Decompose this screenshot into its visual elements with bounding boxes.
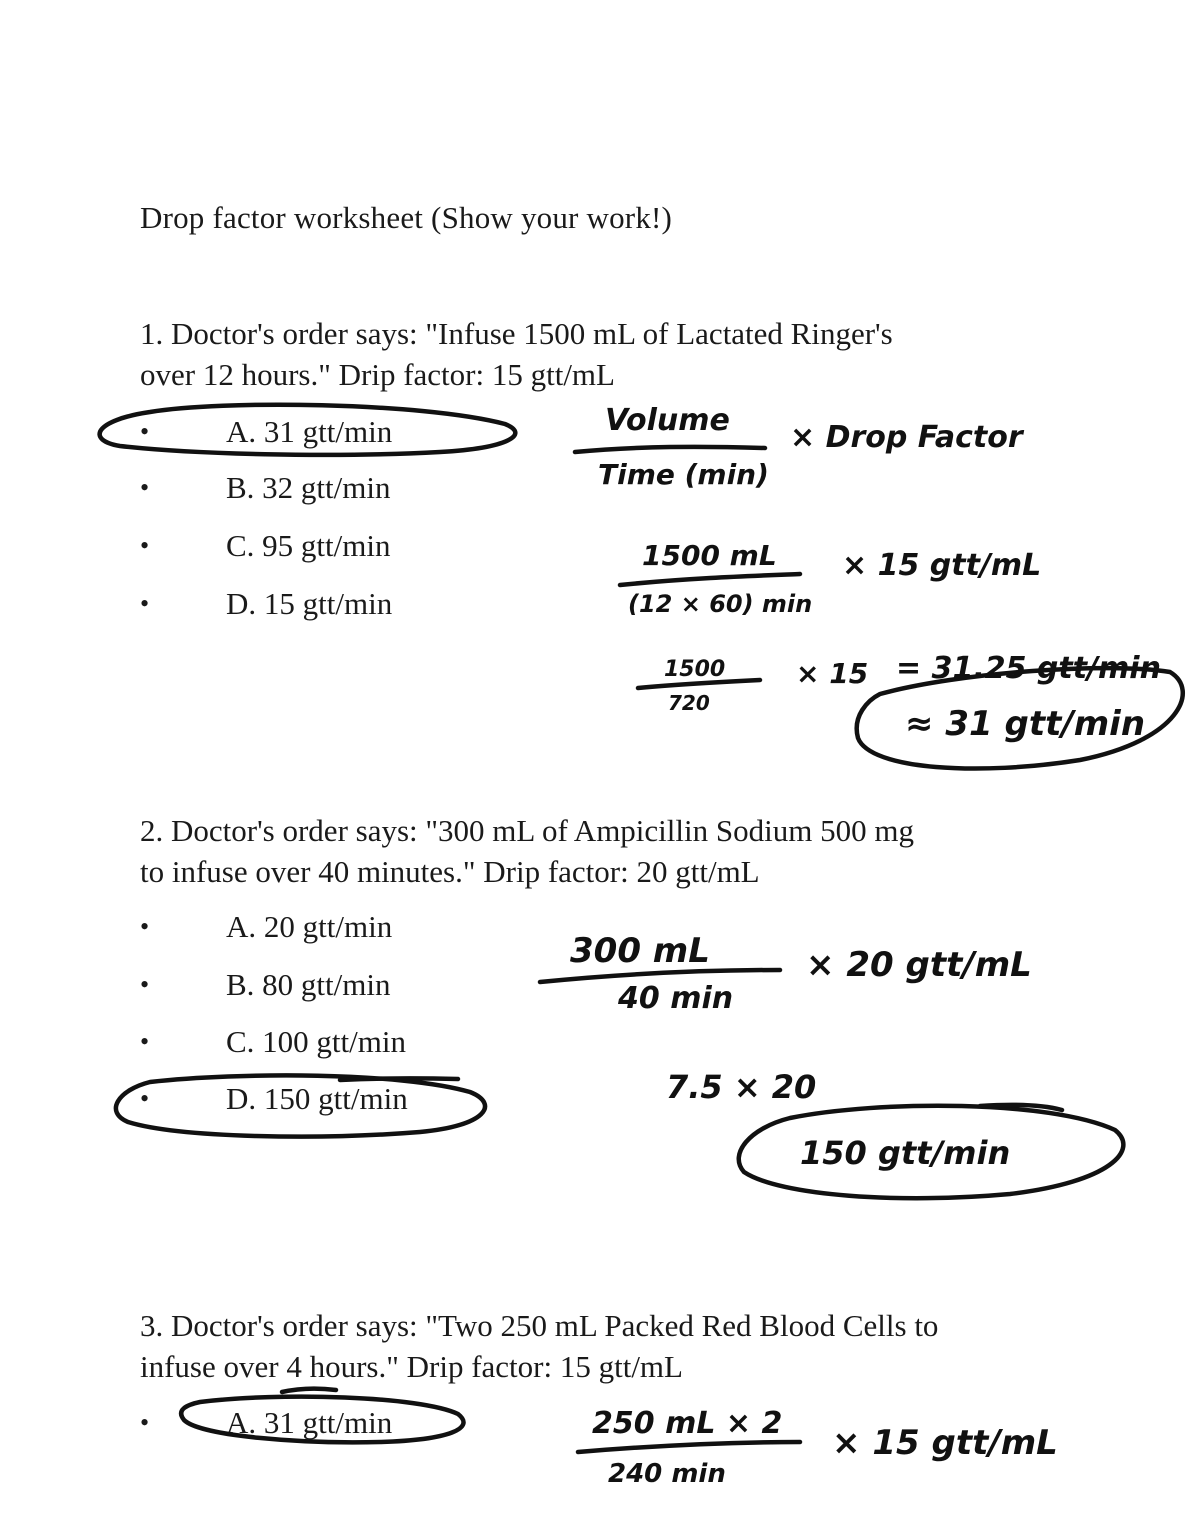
q1-step1-denominator: (12 × 60) min (628, 590, 813, 618)
q1-answer-ellipse (857, 668, 1183, 768)
question-1-line-1: 1. Doctor's order says: "Infuse 1500 mL of Lactated Ringer's (140, 316, 893, 351)
q2-step1-numerator: 300 mL (570, 931, 710, 971)
q3-step1-fraction-bar (578, 1442, 800, 1452)
option-label: B. 80 gtt/min (226, 967, 391, 1002)
q2-step1-denominator: 40 min (618, 981, 734, 1016)
question-2-text (140, 810, 914, 892)
option-label: C. 95 gtt/min (226, 528, 391, 563)
q1-formula-numerator: Volume (605, 403, 730, 438)
option-label: D. 15 gtt/min (226, 586, 393, 621)
q1-step2-denominator: 720 (668, 691, 710, 715)
question-1-line-2: over 12 hours." Drip factor: 15 gtt/mL (140, 357, 615, 392)
q1-step1-multiplier: × 15 gtt/mL (842, 548, 1042, 583)
q2-step2: 7.5 × 20 (666, 1068, 817, 1106)
q1-answer: ≈ 31 gtt/min (905, 704, 1146, 744)
question-1-text (140, 313, 893, 395)
bullet: • (140, 1084, 150, 1113)
q1-step2-multiplier: × 15 (796, 657, 869, 690)
bullet: • (140, 970, 150, 999)
question-3-text (140, 1305, 938, 1387)
q1-formula-denominator: Time (min) (598, 458, 769, 491)
bullet: • (140, 589, 150, 618)
q1-step2-fraction-bar (638, 680, 760, 688)
q3-step1-numerator: 250 mL × 2 (592, 1406, 783, 1441)
q1-step2-numerator: 1500 (664, 657, 726, 682)
answer-circle-q3-tail (282, 1389, 336, 1392)
bullet: • (140, 531, 150, 560)
option-label: A. 31 gtt/min (226, 414, 393, 449)
q2-answer-ellipse-tail (980, 1105, 1062, 1110)
question-2-line-1: 2. Doctor's order says: "300 mL of Ampicillin Sodium 500 mg (140, 813, 914, 848)
q1-step1-numerator: 1500 mL (642, 539, 777, 572)
bullet: • (140, 1408, 150, 1437)
q1-step2-result: = 31.25 gtt/min (896, 651, 1161, 686)
q2-step1-fraction-bar (540, 970, 780, 982)
bullet: • (140, 912, 150, 941)
worksheet-title: Drop factor worksheet (Show your work!) (140, 200, 673, 235)
option-label: C. 100 gtt/min (226, 1024, 406, 1059)
question-3-line-2: infuse over 4 hours." Drip factor: 15 gtt/mL (140, 1349, 683, 1384)
option-label: A. 20 gtt/min (226, 909, 393, 944)
option-label: B. 32 gtt/min (226, 470, 391, 505)
question-2-line-2: to infuse over 40 minutes." Drip factor: 20 gtt/mL (140, 854, 760, 889)
bullet: • (140, 473, 150, 502)
bullet: • (140, 417, 150, 446)
option-label: D. 150 gtt/min (226, 1081, 408, 1116)
question-3-line-1: 3. Doctor's order says: "Two 250 mL Packed Red Blood Cells to (140, 1308, 939, 1343)
q2-answer: 150 gtt/min (800, 1134, 1011, 1172)
q1-formula-fraction-bar (575, 447, 765, 452)
bullet: • (140, 1027, 150, 1056)
q2-answer-ellipse (739, 1106, 1124, 1198)
q3-step1-multiplier: × 15 gtt/mL (832, 1423, 1058, 1463)
q3-step1-denominator: 240 min (608, 1459, 726, 1489)
q2-step1-multiplier: × 20 gtt/mL (806, 945, 1032, 985)
q1-step1-fraction-bar (620, 574, 800, 585)
q1-formula-multiplier: × Drop Factor (790, 420, 1023, 455)
option-label: A. 31 gtt/min (226, 1405, 393, 1440)
